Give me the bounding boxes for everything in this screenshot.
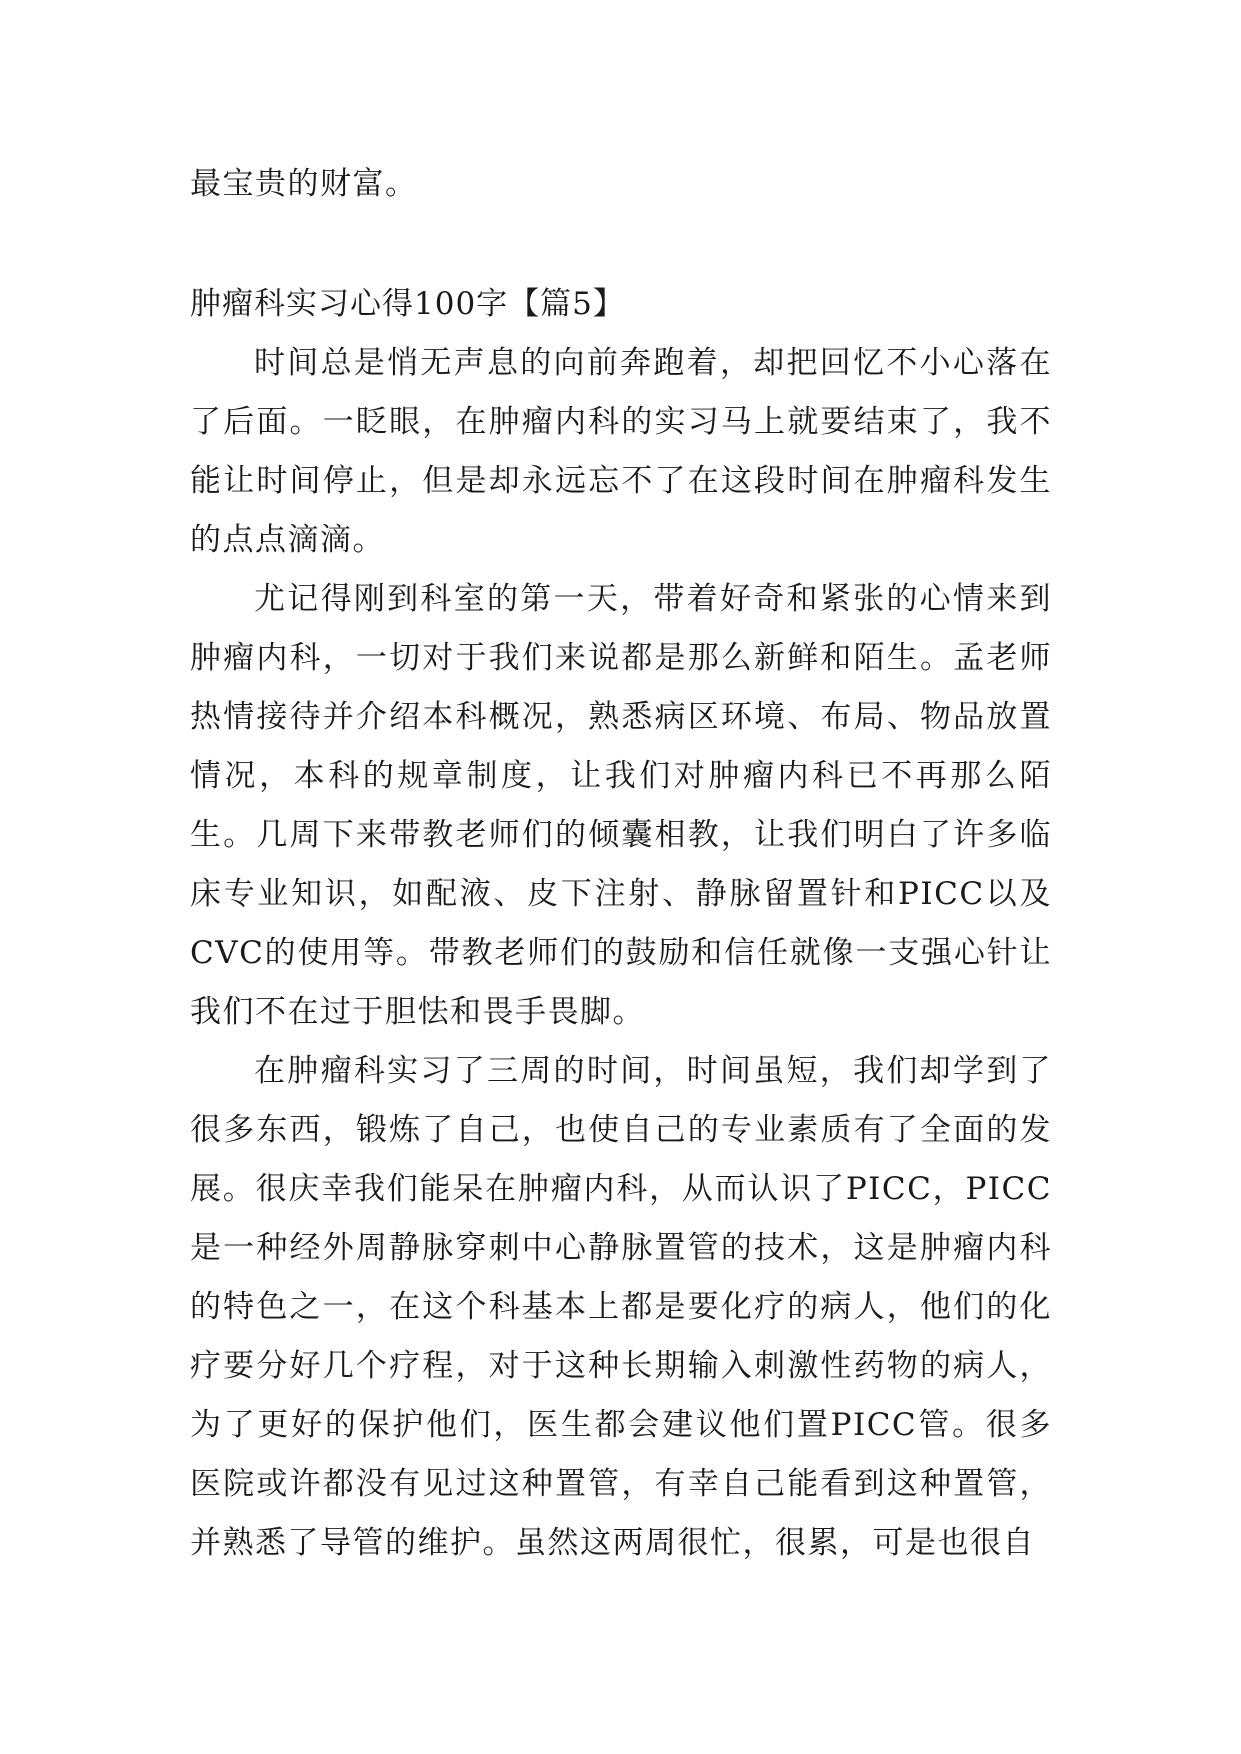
continuation-paragraph: 最宝贵的财富。 bbox=[190, 166, 418, 202]
document-body bbox=[190, 155, 1052, 1573]
body-paragraph-2: 尤记得刚到科室的第一天，带着好奇和紧张的心情来到肿瘤内科，一切对于我们来说都是那么新鲜和陌生。孟老师热情接待并介绍本科概况，熟悉病区环境、布局、物品放置情况，本科的规章制度，让我们对肿瘤内科已不再那么陌生。几周下来带教老师们的倾囊相教，让我们明白了许多临床专业知识，如配液、皮下注射、静脉留置针和PICC以及CVC的使用等。带教老师们的鼓励和信任就像一支强心针让我们不在过于胆怯和畏手畏脚。 bbox=[190, 581, 1052, 1030]
section-heading: 肿瘤科实习心得100字【篇5】 bbox=[190, 286, 625, 322]
body-paragraph-1: 时间总是悄无声息的向前奔跑着，却把回忆不小心落在了后面。一眨眼，在肿瘤内科的实习马上就要结束了，我不能让时间停止，但是却永远忘不了在这段时间在肿瘤科发生的点点滴滴。 bbox=[190, 345, 1052, 558]
body-paragraph-3: 在肿瘤科实习了三周的时间，时间虽短，我们却学到了很多东西，锻炼了自己，也使自己的专业素质有了全面的发展。很庆幸我们能呆在肿瘤内科，从而认识了PICC，PICC是一种经外周静脉穿刺中心静脉置管的技术，这是肿瘤内科的特色之一，在这个科基本上都是要化疗的病人，他们的化疗要分好几个疗程，对于这种长期输入刺激性药物的病人，为了更好的保护他们，医生都会建议他们置PICC管。很多医院或许都没有见过这种置管，有幸自己能看到这种置管，并熟悉了导管的维护。虽然这两周很忙，很累，可是也很自 bbox=[190, 1053, 1052, 1561]
